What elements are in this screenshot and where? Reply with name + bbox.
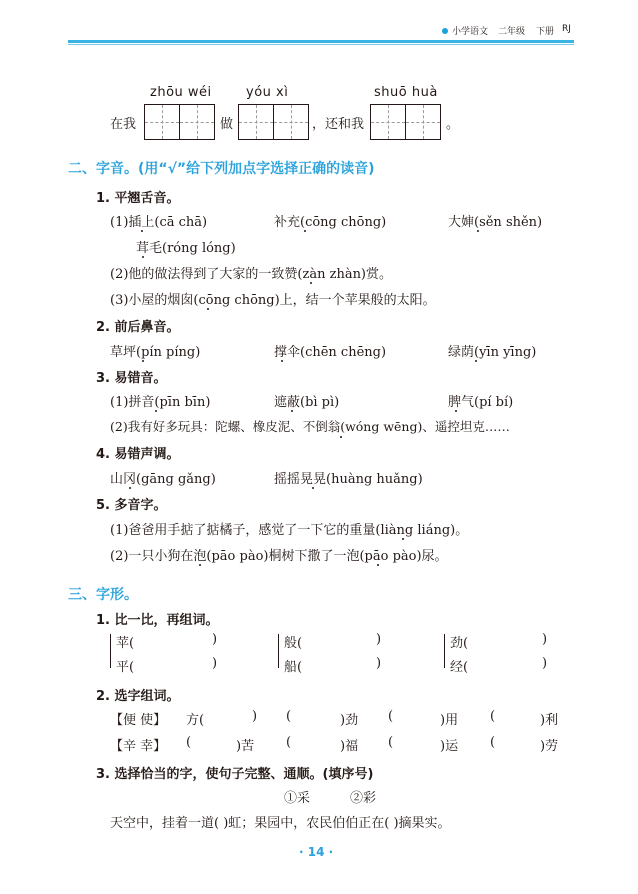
emphasis-dot [155,410,157,412]
header-subject: 小学语文 [452,27,489,37]
s3-2-row1-item: )用 [440,713,459,728]
emphasis-dot [129,487,131,489]
s3-2-row1-item: ( [286,709,292,724]
pair2-top-close: ) [376,632,382,647]
writing-grid-3[interactable] [370,104,441,140]
emphasis-dot [340,436,342,438]
s2-2-a3: 绿荫(yīn yīng) [448,345,537,360]
pair2-top: 般( [284,636,303,651]
s2-3-title: 3. 易错音。 [96,371,167,386]
s2-5-a: (1)爸爸用手掂了掂橘子，感觉了一下它的重量(liàng liáng)。 [110,523,469,538]
pair-brace-3 [444,634,448,668]
s2-3-a2: 遮蔽(bì pì) [274,395,340,410]
s3-3-title: 3. 选择恰当的字，使句子完整、通顺。(填序号) [96,767,374,782]
s2-1-b: (2)他的做法得到了大家的一致赞(zàn zhàn)赏。 [110,267,393,282]
header-term: 下册 [536,27,555,37]
s3-2-row1-item: ( [388,709,394,724]
pinyin-2: yóu xì [246,85,289,100]
s2-4-a1: 山冈(gāng gǎng) [110,472,216,487]
emphasis-dot [199,564,201,566]
pair3-bottom: 经( [450,660,469,675]
pair1-bottom: 平( [116,660,135,675]
emphasis-dot [207,308,209,310]
s3-2-row1-item: 方( [186,713,205,728]
writing-grid-2[interactable] [238,104,309,140]
page-number: · 14 · [299,845,334,859]
emphasis-dot [377,564,379,566]
s3-2-row1-item: )劲 [340,713,359,728]
pair-brace-2 [278,634,282,668]
s2-2-title: 2. 前后鼻音。 [96,320,180,335]
s2-3-a3: 脾气(pí bí) [448,395,514,410]
s3-2-row2-item: )福 [340,739,359,754]
s2-1-title: 1. 平翘舌音。 [96,191,180,206]
s2-4-a2: 摇摇晃晃(huàng huǎng) [274,472,423,487]
s3-2-row2-item: )劳 [540,739,559,754]
option-1: ①采 [284,791,311,806]
s2-1-a4: 茸毛(róng lóng) [136,241,236,256]
emphasis-dot [142,256,144,258]
writing-grid-1[interactable] [144,104,215,140]
pair2-bottom: 船( [284,660,303,675]
emphasis-dot [281,360,283,362]
pair2-bottom-close: ) [376,656,382,671]
s3-2-row2-label: 【辛 幸】 [110,739,167,754]
emphasis-dot [402,538,404,540]
s3-2-row2-item: )运 [440,739,459,754]
section3-title: 三、字形。 [68,587,138,603]
sentence-mid2: ，还和我 [312,117,365,132]
s3-2-title: 2. 选字组词。 [96,689,180,704]
s3-2-row2-item: ( [388,735,394,750]
pair3-top: 劲( [450,636,469,651]
s3-2-row1-item: ( [490,709,496,724]
s2-3-b: (2)我有好多玩具：陀螺、橡皮泥、不倒翁(wóng wēng)、遥控坦克…… [110,419,510,434]
s3-2-row2-item: )苦 [236,739,255,754]
pair-brace-1 [110,634,114,668]
s3-2-row2-item: ( [286,735,292,750]
section2-title: 二、字音。(用“√”给下列加点字选择正确的读音) [68,161,375,177]
s2-1-a2: 补充(cōng chōng) [274,215,387,230]
s2-5-b: (2)一只小狗在泡(pāo pào)桐树下撒了一泡(pāo pào)尿。 [110,549,448,564]
emphasis-dot [142,360,144,362]
s2-1-a3: 大婶(sěn shěn) [448,215,543,230]
s2-2-a1: 草坪(pín píng) [110,345,201,360]
s3-2-row1-item: ) [252,709,258,724]
sentence-mid1: 做 [220,117,234,132]
emphasis-dot [304,230,306,232]
s2-5-title: 5. 多音字。 [96,498,167,513]
emphasis-dot [312,487,314,489]
s2-4-title: 4. 易错声调。 [96,447,180,462]
s2-1-a1: (1)插上(cā chā) [110,215,208,230]
header-rule [68,40,574,43]
s2-3-a1: (1)拼音(pīn bīn) [110,395,211,410]
pair3-top-close: ) [542,632,548,647]
pair1-top: 苹( [116,636,135,651]
s3-1-title: 1. 比一比，再组词。 [96,613,219,628]
s2-1-c: (3)小屋的烟囱(cōng chōng)上，结一个苹果般的太阳。 [110,293,436,308]
emphasis-dot [477,230,479,232]
pair1-top-close: ) [212,632,218,647]
s3-2-row2-item: ( [186,735,192,750]
s3-2-row2-item: ( [490,735,496,750]
pinyin-3: shuō huà [374,85,438,100]
emphasis-dot [141,230,143,232]
s3-3-sentence: 天空中，挂着一道( )虹；果园中，农民伯伯正在( )摘果实。 [110,816,451,831]
emphasis-dot [291,410,293,412]
emphasis-dot [475,360,477,362]
header-dot-icon [442,28,448,34]
header-rule-thin [68,44,574,45]
s3-2-row1-item: )利 [540,713,559,728]
sentence-prefix: 在我 [110,117,137,132]
pair3-bottom-close: ) [542,656,548,671]
s3-2-row1-label: 【便 使】 [110,713,167,728]
option-2: ②彩 [350,791,377,806]
header-edition: RJ [562,24,571,34]
sentence-end: 。 [446,117,460,132]
pair1-bottom-close: ) [212,656,218,671]
s2-2-a2: 撑伞(chēn chēng) [274,345,387,360]
emphasis-dot [310,282,312,284]
pinyin-1: zhōu wéi [150,85,212,100]
header-grade: 二年级 [498,27,526,37]
emphasis-dot [455,410,457,412]
